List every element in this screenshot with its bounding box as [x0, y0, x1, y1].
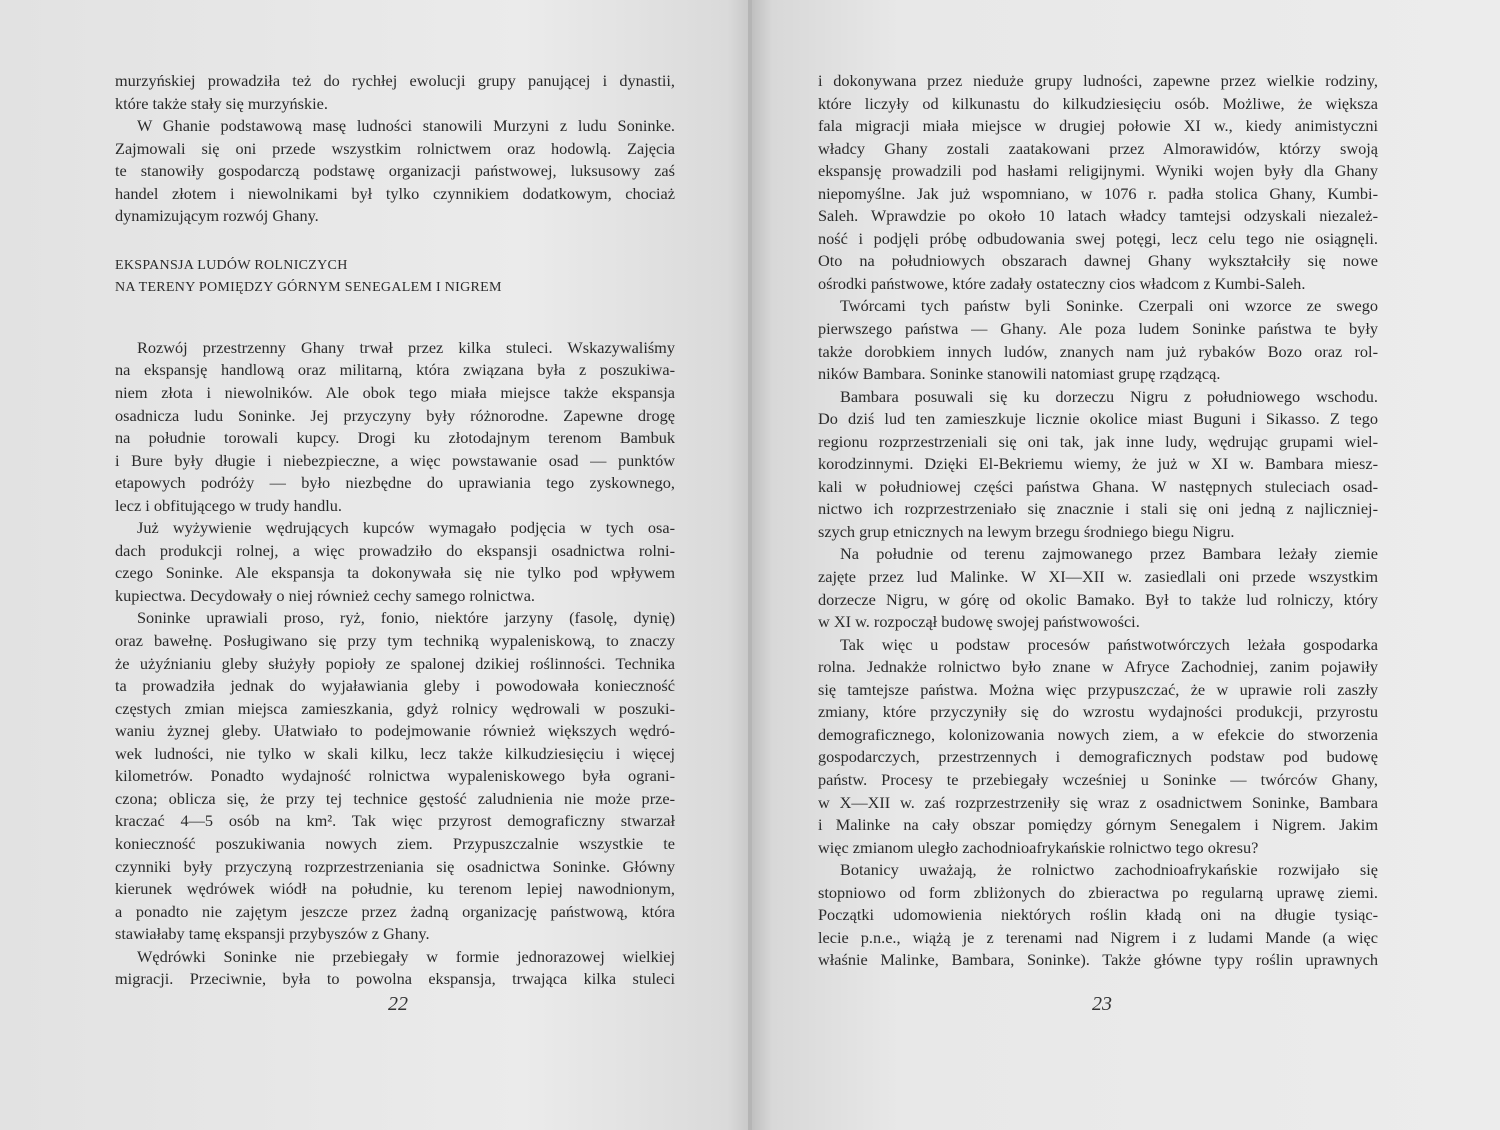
text-line: lecie p.n.e., wiążą je z terenami nad Nigrem i z ludami Mande (a więc	[818, 927, 1378, 947]
text-line: waniu żyznej gleby. Ułatwiało to podejmowanie również większych wędró-	[115, 721, 675, 741]
text-line: dach produkcji rolnej, a więc prowadziło do ekspansji osadnictwa rolni-	[115, 540, 675, 560]
paragraph	[115, 607, 675, 945]
text-line: stopniowo od form zbliżonych do zbieractwa po regularną uprawę ziemi.	[818, 882, 1378, 902]
text-line: czynniki były przyczyną rozprzestrzeniania się osadnictwa Soninke. Główny	[115, 856, 675, 876]
paragraph	[818, 70, 1378, 295]
text-line: władcy Ghany zostali zaatakowani przez Almorawidów, którzy swoją	[818, 138, 1378, 158]
text-line: niem złota i niewolników. Ale obok tego miała miejsce także ekspansja	[115, 383, 675, 403]
text-line: murzyńskiej prowadziła też do rychłej ewolucji grupy panującej i dynastii,	[115, 71, 675, 90]
paragraph	[115, 946, 675, 991]
text-line: kilometrów. Ponadto wydajność rolnictwa wypaleniskowego była ograni-	[115, 766, 675, 786]
text-line: pierwszego państwa — Ghany. Ale poza ludem Soninke państwa te były	[818, 319, 1378, 339]
right-text-column	[818, 70, 1378, 972]
text-line: także dorobkiem innych ludów, znanych nam już rybaków Bozo oraz rol-	[818, 341, 1378, 361]
text-line: Rozwój przestrzenny Ghany trwał przez kilka stuleci. Wskazywaliśmy	[137, 337, 675, 357]
text-line: Zajmowali się oni przede wszystkim rolnictwem oraz hodowlą. Zajęcia	[115, 138, 675, 158]
paragraph	[115, 517, 675, 607]
text-line: dorzecze Nigru, w górę od okolic Bamako. Był to także lud rolniczy, który	[818, 589, 1378, 609]
text-line: te stanowiły gospodarczą podstawę organizacji państwowej, luksusowy zaś	[115, 161, 675, 181]
text-line: fala migracji miała miejsce w drugiej połowie XI w., kiedy animistyczni	[818, 116, 1378, 136]
paragraph	[818, 634, 1378, 859]
paragraph	[115, 115, 675, 228]
paragraph	[115, 337, 675, 517]
text-line: Saleh. Wprawdzie po około 10 latach władcy tamtejsi odzyskali niezależ-	[818, 206, 1378, 226]
text-line: ność i podjęli próbę odbudowania swej potęgi, lecz celu tego nie osiągnęli.	[818, 228, 1378, 248]
text-line: rolna. Jednakże rolnictwo było znane w Afryce Zachodniej, zanim pojawiły	[818, 657, 1378, 677]
text-line: handel złotem i niewolnikami był tylko czynnikiem dodatkowym, chociaż	[115, 183, 675, 203]
text-line: kierunek wędrówek wiódł na południe, ku terenom lepiej nawodnionym,	[115, 879, 675, 899]
text-line: nictwo ich rozprzestrzeniało się znacznie i stali się oni jedną z najliczniej-	[818, 499, 1378, 519]
paragraph	[818, 543, 1378, 633]
text-line: właśnie Malinke, Bambara, Soninke). Także główne typy roślin uprawnych	[818, 950, 1378, 970]
text-line: państw. Procesy te przebiegały wcześniej u Soninke — twórców Ghany,	[818, 769, 1378, 789]
paragraph	[818, 859, 1378, 972]
text-line: więc zmianom uległo zachodnioafrykańskie rolnictwo tego okresu?	[818, 837, 1259, 857]
text-line: etapowych podróży — było niezbędne do uprawiania tego zyskownego,	[115, 473, 675, 493]
text-line: ekspansję prowadzili pod hasłami religijnymi. Wyniki wojen były dla Ghany	[818, 161, 1378, 181]
text-line: zajęte przez lud Malinke. W XI—XII w. zasiedlali oni przede wszystkim	[818, 567, 1378, 587]
text-line: wek ludności, nie tylko w skali kilku, lecz także kilkudziesięciu i więcej	[115, 743, 675, 763]
text-line: Botanicy uważają, że rolnictwo zachodnioafrykańskie rozwijało się	[840, 860, 1378, 880]
page-number: 22	[388, 993, 408, 1015]
text-line: się tamtejsze państwa. Można więc przypuszczać, że w uprawie roli zaszły	[818, 679, 1378, 699]
text-line: w XI w. rozpoczął budowę swojej państwowości.	[818, 612, 1140, 632]
left-text-column	[115, 70, 675, 991]
text-line: korodzinnymi. Dzięki El-Bekriemu wiemy, że już w XI w. Bambara miesz-	[818, 454, 1378, 474]
text-line: kupiectwa. Decydowały o niej również cechy samego rolnictwa.	[115, 585, 535, 605]
text-line: że użyźnianiu gleby służyły popioły ze spalonej dzikiej roślinności. Technika	[115, 653, 675, 673]
text-line: Bambara posuwali się ku dorzeczu Nigru z południowego wschodu.	[840, 386, 1378, 406]
text-line: konieczność poszukiwania nowych ziem. Przypuszczalnie wszystkie te	[115, 833, 675, 853]
text-line: regionu rozprzestrzeniali się oni tak, jak inne ludy, wędrując grupami wiel-	[818, 431, 1378, 451]
text-line: i Bure były długie i niebezpieczne, a więc powstawanie osad — punktów	[115, 450, 675, 470]
text-line: i Malinke na cały obszar pomiędzy górnym Senegalem i Nigrem. Jakim	[818, 815, 1378, 835]
text-line: czego Soninke. Ale ekspansja ta dokonywała się nie tylko pod wpływem	[115, 563, 675, 583]
text-line: i dokonywana przez nieduże grupy ludności, zapewne przez wielkie rodziny,	[818, 71, 1378, 90]
text-line: Do dziś lud ten zamieszkuje licznie okolice miast Buguni i Sikasso. Z tego	[818, 409, 1378, 429]
heading-line: EKSPANSJA LUDÓW ROLNICZYCH	[115, 257, 348, 273]
text-line: ośrodki państwowe, które zadały ostateczny cios władcom z Kumbi-Saleh.	[818, 273, 1306, 293]
text-line: ników Bambara. Soninke stanowili natomiast grupę rządzącą.	[818, 364, 1221, 384]
text-line: osadnicza ludu Soninke. Jej przyczyny były różnorodne. Zapewne drogę	[115, 405, 675, 425]
text-line: ta prowadziła jednak do wyjaławiania gleby i powodowała konieczność	[115, 676, 675, 696]
text-line: szych grup etnicznych na lewym brzegu środniego biegu Nigru.	[818, 521, 1235, 541]
text-line: migracji. Przeciwnie, była to powolna ekspansja, trwająca kilka stuleci	[115, 969, 675, 989]
text-line: Na południe od terenu zajmowanego przez Bambara leżały ziemie	[840, 544, 1378, 564]
text-line: niepomyślne. Jak już wspomniano, w 1076 r. padła stolica Ghany, Kumbi-	[818, 183, 1378, 203]
text-line: Twórcami tych państw byli Soninke. Czerpali oni wzorce ze swego	[840, 296, 1378, 316]
book-gutter	[748, 0, 752, 1130]
text-line: na południe torowali kupcy. Drogi ku złotodajnym terenom Bambuk	[115, 428, 675, 448]
text-line: Soninke uprawiali proso, ryż, fonio, niektóre jarzyny (fasolę, dynię)	[137, 608, 675, 628]
section-heading	[115, 256, 675, 301]
heading-line: NA TERENY POMIĘDZY GÓRNYM SENEGALEM I NIGREM	[115, 280, 502, 296]
text-line: oraz bawełnę. Posługiwano się przy tym techniką wypaleniskową, to znaczy	[115, 631, 675, 651]
text-line: w X—XII w. zaś rozprzestrzeniły się wraz z osadnictwem Soninke, Bambara	[818, 792, 1378, 812]
text-line: a ponadto nie zajętym jeszcze przez żadną organizację państwową, która	[115, 901, 675, 921]
text-line: stawiałaby tamę ekspansji przybyszów z Ghany.	[115, 924, 430, 944]
text-line: lecz i obfitującego w trudy handlu.	[115, 495, 342, 515]
paragraph	[818, 295, 1378, 385]
text-line: które także stały się murzyńskie.	[115, 93, 328, 113]
text-line: czona; oblicza się, że przy tej technice gęstość zaludnienia nie może prze-	[115, 788, 675, 808]
right-page	[750, 0, 1500, 1130]
page-number: 23	[1092, 993, 1112, 1015]
text-line: demograficznego, kolonizowania nowych ziem, a w efekcie do stworzenia	[818, 724, 1378, 744]
text-line: Początki udomowienia niektórych roślin kładą oni na długie tysiąc-	[818, 905, 1378, 925]
text-line: Wędrówki Soninke nie przebiegały w formie jednorazowej wielkiej	[137, 946, 675, 966]
text-line: gospodarczych, przestrzennych i demograficznych podstaw pod budowę	[818, 747, 1378, 767]
text-line: kraczać 4—5 osób na km². Tak więc przyrost demograficzny stwarzał	[115, 811, 675, 831]
text-line: Tak więc u podstaw procesów państwotwórczych leżała gospodarka	[840, 634, 1378, 654]
text-line: dynamizującym rozwój Ghany.	[115, 206, 319, 226]
text-line: kali w południowej części państwa Ghana. W następnych stuleciach osad-	[818, 476, 1378, 496]
paragraph	[115, 70, 675, 115]
text-line: na ekspansję handlową oraz militarną, która związana była z poszukiwa-	[115, 360, 675, 380]
paragraph	[818, 386, 1378, 544]
text-line: które liczyły od kilkunastu do kilkudziesięciu osób. Możliwe, że większa	[818, 93, 1378, 113]
text-line: Oto na południowych obszarach dawnej Ghany wykształciły się nowe	[818, 251, 1378, 271]
text-line: zmiany, które przyczyniły się do wzrostu wydajności produkcji, przyrostu	[818, 702, 1378, 722]
text-line: W Ghanie podstawową masę ludności stanowili Murzyni z ludu Soninke.	[137, 116, 675, 136]
text-line: częstych zmian miejsca zamieszkania, gdyż rolnicy wędrowali w poszuki-	[115, 698, 675, 718]
text-line: Już wyżywienie wędrujących kupców wymagało podjęcia w tych osa-	[137, 518, 675, 538]
